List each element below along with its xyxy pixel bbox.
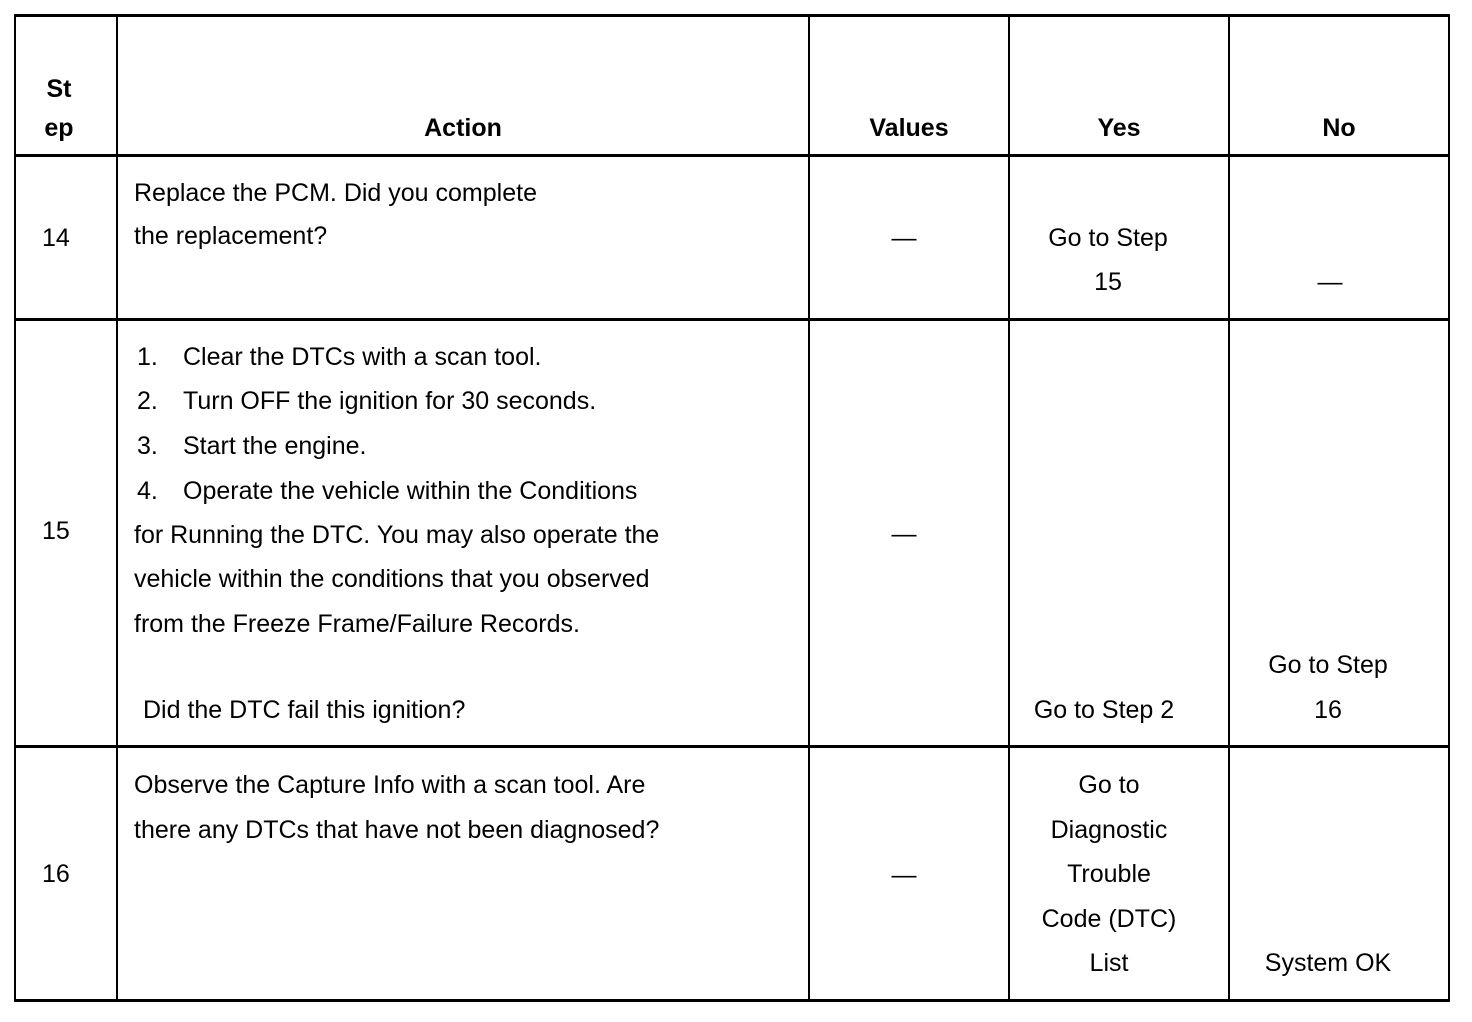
no-result-line: 16	[1314, 696, 1342, 724]
no-result-line: Go to Step	[1268, 651, 1388, 679]
values-dash: —	[891, 520, 917, 548]
table-border-bottom	[14, 999, 1450, 1002]
action-text-line: from the Freeze Frame/Failure Records.	[134, 610, 580, 638]
table-border-right	[1448, 14, 1450, 1002]
list-item-text: Operate the vehicle within the Conditions	[183, 477, 638, 505]
yes-result-line: Go to Step	[1048, 224, 1168, 252]
header-step-line2: ep	[44, 114, 74, 142]
header-action: Action	[424, 114, 502, 142]
step-number: 16	[42, 860, 70, 888]
action-text-line: for Running the DTC. You may also operate the	[134, 521, 660, 549]
values-dash: —	[891, 224, 917, 252]
header-values: Values	[869, 114, 949, 142]
yes-result-line: List	[1089, 949, 1129, 977]
action-text-line: Observe the Capture Info with a scan tool. Are	[134, 771, 646, 799]
yes-result-line: Go to	[1078, 771, 1140, 799]
yes-result-line: 15	[1094, 268, 1122, 296]
no-result-line: System OK	[1264, 949, 1392, 977]
action-text-line: the replacement?	[134, 222, 328, 250]
row-divider	[14, 745, 1450, 748]
list-item-number: 4.	[137, 477, 158, 505]
table-border-left	[14, 14, 16, 1002]
list-item-number: 2.	[137, 387, 158, 415]
header-yes: Yes	[1097, 114, 1141, 142]
no-result-line: —	[1317, 268, 1343, 296]
step-number: 15	[42, 517, 70, 545]
yes-result-line: Go to Step 2	[1033, 696, 1175, 724]
list-item-text: Clear the DTCs with a scan tool.	[183, 343, 542, 371]
yes-result-line: Trouble	[1067, 860, 1151, 888]
list-item-number: 3.	[137, 432, 158, 460]
action-text-line: vehicle within the conditions that you observed	[134, 565, 650, 593]
yes-result-line: Diagnostic	[1050, 816, 1168, 844]
table-border-top	[14, 14, 1450, 17]
list-item-text: Start the engine.	[183, 432, 367, 460]
step-number: 14	[42, 224, 70, 252]
column-divider	[1228, 14, 1230, 1002]
row-divider	[14, 318, 1450, 321]
action-question: Did the DTC fail this ignition?	[143, 696, 466, 724]
values-dash: —	[891, 861, 917, 889]
header-divider	[14, 154, 1450, 157]
action-text-line: Replace the PCM. Did you complete	[134, 179, 537, 207]
header-step-line1: St	[46, 75, 72, 103]
action-text-line: there any DTCs that have not been diagnosed?	[134, 816, 660, 844]
column-divider	[116, 14, 118, 1002]
list-item-number: 1.	[137, 343, 158, 371]
header-no: No	[1322, 114, 1356, 142]
yes-result-line: Code (DTC)	[1041, 905, 1177, 933]
list-item-text: Turn OFF the ignition for 30 seconds.	[183, 387, 597, 415]
